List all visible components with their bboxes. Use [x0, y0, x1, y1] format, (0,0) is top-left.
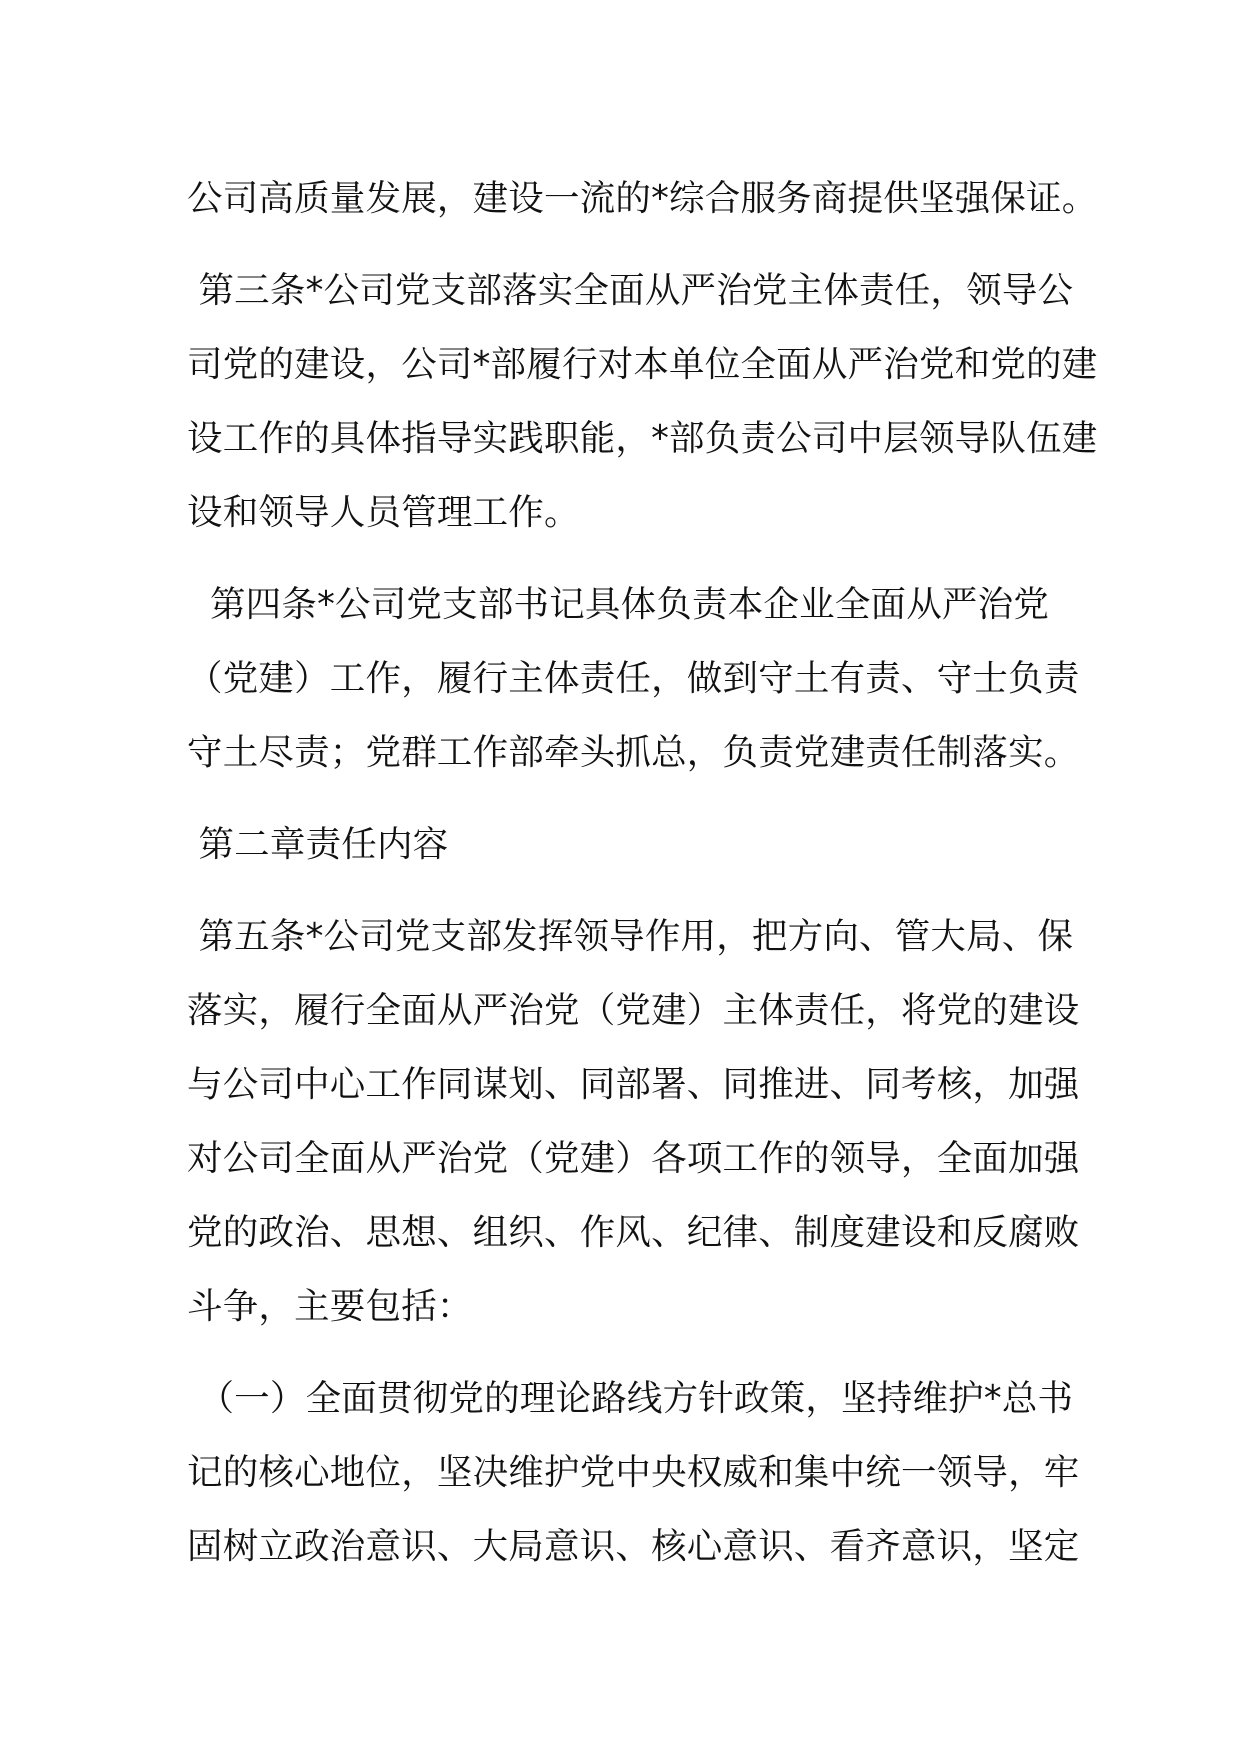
text-line: 第二章责任内容 — [187, 824, 449, 865]
text-line: 对公司全面从严治党（党建）各项工作的领导，全面加强 — [187, 1138, 1080, 1179]
text-line: 记的核心地位，坚决维护党中央权威和集中统一领导，牢 — [187, 1452, 1080, 1493]
paragraph — [187, 568, 1080, 790]
paragraph — [187, 254, 1098, 550]
text-line: 党的政治、思想、组织、作风、纪律、制度建设和反腐败 — [187, 1212, 1080, 1253]
text-line: （一）全面贯彻党的理论路线方针政策，坚持维护*总书 — [187, 1378, 1074, 1419]
text-line: 落实，履行全面从严治党（党建）主体责任，将党的建设 — [187, 990, 1080, 1031]
text-line: 设和领导人员管理工作。 — [187, 492, 580, 533]
text-line: 第三条*公司党支部落实全面从严治党主体责任，领导公 — [187, 270, 1074, 311]
text-column — [187, 162, 1098, 1602]
paragraph — [187, 900, 1080, 1344]
paragraph — [187, 162, 1098, 236]
text-line: 守土尽责；党群工作部牵头抓总，负责党建责任制落实。 — [187, 732, 1080, 773]
text-line: 斗争，主要包括： — [187, 1286, 473, 1327]
text-line: 与公司中心工作同谋划、同部署、同推进、同考核，加强 — [187, 1064, 1080, 1105]
text-line: 第四条*公司党支部书记具体负责本企业全面从严治党 — [187, 584, 1050, 625]
text-line: 固树立政治意识、大局意识、核心意识、看齐意识，坚定 — [187, 1526, 1080, 1567]
chapter-heading — [187, 808, 1067, 882]
text-line: （党建）工作，履行主体责任，做到守土有责、守士负责 — [187, 658, 1080, 699]
paragraph — [187, 1362, 1080, 1584]
text-line: 设工作的具体指导实践职能，*部负责公司中层领导队伍建 — [187, 418, 1098, 459]
text-line: 公司高质量发展，建设一流的*综合服务商提供坚强保证。 — [187, 178, 1098, 219]
text-line: 司党的建设，公司*部履行对本单位全面从严治党和党的建 — [187, 344, 1098, 385]
text-line: 第五条*公司党支部发挥领导作用，把方向、管大局、保 — [187, 916, 1074, 957]
